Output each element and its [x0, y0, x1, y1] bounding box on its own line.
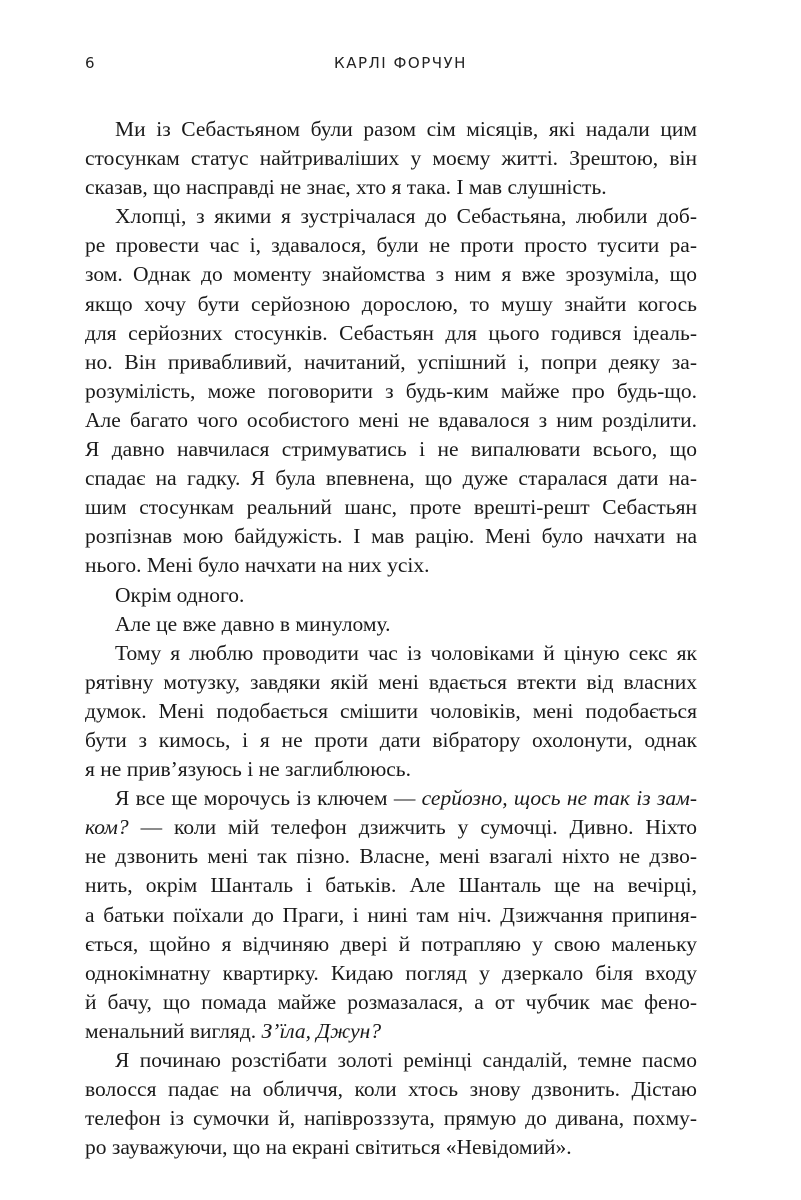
- text-line: якщо хочу бути серйозною дорослою, то мушу знайти когось: [85, 291, 697, 316]
- text-line: а батьки поїхали до Праги, і нині там ніч. Дзижчання припиня-: [85, 902, 697, 927]
- italic-text: ком?: [85, 815, 129, 840]
- text-line: сказав, що насправді не знає, хто я така. І мав слушність.: [85, 175, 607, 200]
- text-line: розпізнав мою байдужість. І мав рацію. Мені було начхати на: [85, 524, 697, 549]
- text-line: ро зауважуючи, що на екрані світиться «Невідомий».: [85, 1135, 572, 1160]
- text-line: думок. Мені подобається смішити чоловіків, мені подобається: [85, 698, 697, 723]
- text-line: розумілість, може поговорити з будь-ким майже про будь-що.: [85, 378, 697, 403]
- text-line: Я починаю розстібати золоті ремінці сандалій, темне пасмо: [115, 1048, 697, 1072]
- text-line: шим стосункам реальний шанс, проте врешті-решт Себастьян: [85, 495, 697, 520]
- text-line: стосункам статус найтриваліших у моєму житті. Зрештою, він: [85, 146, 697, 171]
- text-line: [85, 1017, 697, 1046]
- text-line: волосся падає на обличчя, коли хтось знову дзвонить. Дістаю: [85, 1077, 697, 1102]
- text-line: нить, окрім Шанталь і батьків. Але Шанталь ще на вечірці,: [85, 873, 697, 898]
- text-segment: менальний вигляд.: [85, 1018, 262, 1043]
- text-segment: — коли мій телефон дзижчить у сумочці. Дивно. Ніхто: [128, 815, 697, 840]
- text-line: однокімнатну квартирку. Кидаю погляд у дзеркало біля входу: [85, 960, 697, 985]
- text-line: для серйозних стосунків. Себастьян для цього годився ідеаль-: [85, 320, 697, 345]
- text-line: Але багато чого особистого мені не вдавалося з ним розділити.: [85, 407, 697, 432]
- text-line: [85, 813, 697, 842]
- page-number: 6: [85, 54, 97, 72]
- text-segment: Я все ще морочусь із ключем —: [115, 786, 422, 811]
- text-line: Окрім одного.: [115, 582, 245, 607]
- text-line: спадає на гадку. Я була впевнена, що дуже старалася дати на-: [85, 466, 697, 491]
- text-line: рятівну мотузку, завдяки якій мені вдається втекти від власних: [85, 669, 697, 694]
- text-line: я не прив’язуюсь і не заглиблююсь.: [85, 757, 411, 782]
- text-line: Хлопці, з якими я зустрічалася до Себастьяна, любили доб-: [115, 204, 697, 229]
- italic-text: серйозно, щось не так із зам-: [421, 786, 697, 811]
- text-line: но. Він привабливий, начитаний, успішний і, попри деяку за-: [85, 349, 697, 374]
- running-head-author: КАРЛІ ФОРЧУН: [334, 54, 467, 72]
- text-line: й бачу, що помада майже розмазалася, а от чубчик має фено-: [85, 989, 697, 1014]
- text-line: Але це вже давно в минулому.: [115, 611, 391, 636]
- italic-text: З’їла, Джун?: [261, 1018, 382, 1043]
- text-line: бути з кимось, і я не проти дати вібратору охолонути, однак: [85, 727, 697, 752]
- text-line: зом. Однак до моменту знайомства з ним я вже зрозуміла, що: [85, 262, 697, 287]
- text-line: не дзвонить мені так пізно. Власне, мені взагалі ніхто не дзво-: [85, 844, 697, 869]
- body-text: [85, 115, 697, 1162]
- text-line: нього. Мені було начхати на них усіх.: [85, 553, 430, 578]
- text-line: телефон із сумочки й, напіврозззута, прямую до дивана, похму-: [85, 1106, 697, 1131]
- text-line: [85, 784, 697, 813]
- text-line: Тому я люблю проводити час із чоловіками й ціную секс як: [115, 640, 697, 665]
- text-line: ється, щойно я відчиняю двері й потрапляю у свою маленьку: [85, 931, 697, 956]
- page-header: [0, 54, 801, 78]
- text-line: Ми із Себастьяном були разом сім місяців, які надали цим: [115, 117, 697, 141]
- text-line: Я давно навчилася стримуватись і не випалювати всього, що: [85, 437, 697, 462]
- text-line: ре провести час і, здавалося, були не проти просто тусити ра-: [85, 233, 697, 258]
